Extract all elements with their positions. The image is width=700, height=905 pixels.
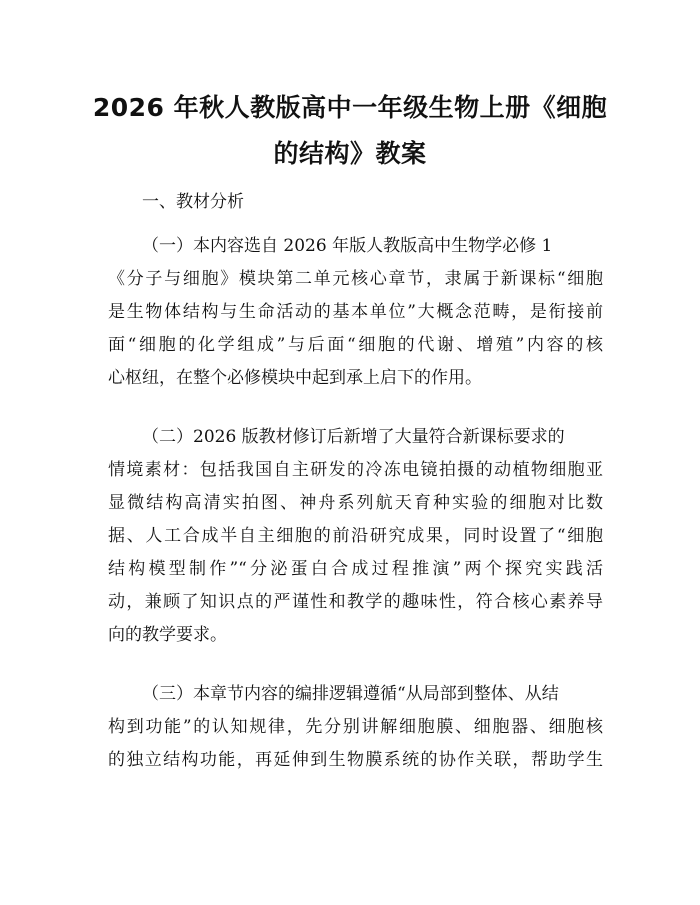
paragraph-line: （二）2026 版教材修订后新增了大量符合新课标要求的 xyxy=(142,427,565,447)
paragraph-line: 向的教学要求。 xyxy=(108,625,227,645)
paragraph-line: 构到功能”的认知规律，先分别讲解细胞膜、细胞器、细胞核 xyxy=(108,717,603,737)
paragraph-line: 显微结构高清实拍图、神舟系列航天育种实验的细胞对比数 xyxy=(108,493,603,513)
paragraph-1 xyxy=(108,230,603,395)
paragraph-line: 动，兼顾了知识点的严谨性和教学的趣味性，符合核心素养导 xyxy=(108,592,603,612)
paragraph-line: 是生物体结构与生命活动的基本单位”大概念范畴，是衔接前 xyxy=(108,302,603,322)
paragraph-3 xyxy=(108,678,603,777)
paragraph-line: （三）本章节内容的编排逻辑遵循“从局部到整体、从结 xyxy=(142,684,559,704)
paragraph-line: 面“细胞的化学组成”与后面“细胞的代谢、增殖”内容的核 xyxy=(108,335,603,355)
paragraph-line: （一）本内容选自 2026 年版人教版高中生物学必修 1 xyxy=(142,236,553,256)
paragraph-line: 的独立结构功能，再延伸到生物膜系统的协作关联，帮助学生 xyxy=(108,750,603,770)
paragraph-line: 结构模型制作”“分泌蛋白合成过程推演”两个探究实践活 xyxy=(108,559,603,579)
section-heading: 一、教材分析 xyxy=(142,192,244,212)
paragraph-line: 据、人工合成半自主细胞的前沿研究成果，同时设置了“细胞 xyxy=(108,526,603,546)
document-title-line-1: 2026 年秋人教版高中一年级生物上册《细胞 xyxy=(92,93,608,122)
paragraph-line: 心枢纽，在整个必修模块中起到承上启下的作用。 xyxy=(108,368,482,388)
document-title-line-2: 的结构》教案 xyxy=(273,139,427,168)
paragraph-line: 情境素材：包括我国自主研发的冷冻电镜拍摄的动植物细胞亚 xyxy=(108,460,603,480)
paragraph-line: 《分子与细胞》模块第二单元核心章节，隶属于新课标“细胞 xyxy=(108,269,603,289)
paragraph-2 xyxy=(108,421,603,652)
